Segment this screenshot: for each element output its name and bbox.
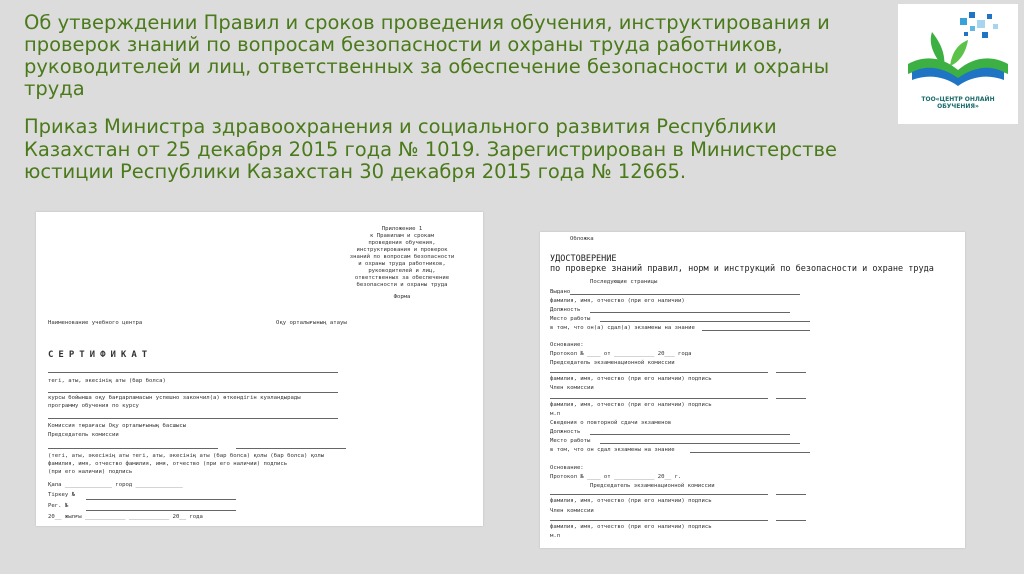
appendix-line: Приложение 1 (381, 226, 423, 232)
blank-line (48, 418, 338, 419)
doc-line: программу обучения по курсу (48, 403, 139, 409)
doc-line: м.п (550, 411, 561, 417)
doc-line: Протокол № ____ от ____________ 20___ года (550, 351, 692, 357)
blank-line (776, 494, 806, 495)
doc-line: Сведения о повторной сдачи экзаменов (550, 420, 672, 426)
doc-line: Председатель экзаменационной комиссии (550, 360, 675, 366)
doc-line: Председатель комиссии (48, 432, 119, 438)
blank-line (48, 372, 338, 373)
id-card-title (550, 254, 934, 274)
blank-line (550, 520, 768, 521)
blank-line (776, 372, 806, 373)
blank-line (570, 294, 800, 295)
doc-line: тегі, аты, әкесінің аты (бар болса) (48, 378, 166, 384)
doc-line: (тегі, аты, әкесінің аты тегі, аты, әкесінің аты (бар болса) қолы (бар болса) қолы (48, 453, 325, 459)
appendix-line: инструктирования и проверок (356, 247, 448, 253)
doc-line: фамилия, имя, отчество (при его наличии) подпись (550, 524, 712, 530)
appendix-line: к Правилам и срокам (370, 233, 434, 239)
appendix-line: знаний по вопросам безопасности (349, 254, 455, 260)
doc-line: Председатель экзаменационной комиссии (590, 483, 715, 489)
blank-line (86, 510, 236, 511)
blank-line (48, 448, 218, 449)
blank-line (590, 312, 790, 313)
appendix-line: безопасности и охраны труда (356, 282, 448, 288)
certificate-title: СЕРТИФИКАТ (48, 350, 153, 360)
doc-line: фамилия, имя, отчество (при его наличии) подпись (550, 498, 712, 504)
doc-line: в том, что он(а) сдал(а) экзамены на знание (550, 325, 695, 331)
blank-line (48, 392, 338, 393)
id-card-document (540, 232, 965, 548)
doc-line: Должность (550, 307, 581, 313)
doc-line: Қала ______________ город ______________ (48, 482, 183, 488)
blank-line (600, 321, 810, 322)
doc-line: Основание: (550, 342, 584, 348)
blank-line (702, 330, 810, 331)
doc-line: Место работы (550, 316, 591, 322)
doc-line: Протокол № ____ от ____________ 20__ г. (550, 474, 682, 480)
blank-line (236, 448, 346, 449)
id-card-title-line2: по проверке знаний правил, норм и инструкций по безопасности и охране труда (550, 264, 934, 274)
doc-line: Выдано (550, 289, 571, 295)
form-label: Форма (393, 294, 411, 300)
blank-line (776, 398, 806, 399)
doc-line: Член комиссии (550, 385, 594, 391)
doc-line: курсы бойынша оқу бағдарламасын успешно закончил(а) өткендігін куәландырады (48, 395, 301, 401)
doc-line: Рег. № (48, 503, 69, 509)
next-pages-label: Последующие страницы (590, 279, 658, 285)
blank-line (550, 494, 768, 495)
logo (898, 4, 1018, 124)
doc-line: Место работы (550, 438, 591, 444)
doc-line: 20__ жылғы ____________ ____________ 20__ года (48, 514, 203, 520)
doc-line: м.п (550, 533, 561, 539)
slide-subtitle: Приказ Министра здравоохранения и социального развития Республики Казахстан от 25 декабря 2015 года № 1019. Зарегистрирован в Министерстве юстиции Республики Казахстан 30 декабря 2015 года № 12665. (24, 115, 838, 183)
org-name-kz: Оқу орталығының атауы (276, 320, 347, 326)
appendix-line: руководителей и лиц, (368, 268, 436, 274)
blank-line (590, 434, 790, 435)
doc-line: Тіркеу № (48, 492, 75, 498)
slide-title: Об утверждении Правил и сроков проведения обучения, инструктирования и проверок знаний по вопросам безопасности и охраны труда работников, руководителей и лиц, ответственных за обеспечение безопасности и охраны труда (24, 11, 830, 100)
doc-line: фамилия, имя, отчество (при его наличии) подпись (550, 402, 712, 408)
doc-line: фамилия, имя, отчество фамилия, имя, отчество (при его наличии) подпись (48, 461, 288, 467)
appendix-line: проведения обучения, (368, 240, 436, 246)
org-name-label: Наименование учебного центра (48, 320, 143, 326)
book-logo-icon (898, 4, 1018, 96)
certificate-document (36, 212, 483, 526)
appendix-line: и охраны труда работников, (358, 261, 446, 267)
blank-line (550, 398, 768, 399)
doc-line: Комиссия төрағасы Оқу орталығының басшысы (48, 423, 187, 429)
logo-caption: ТОО«ЦЕНТР ОНЛАЙН ОБУЧЕНИЯ» (921, 96, 995, 110)
blank-line (600, 443, 800, 444)
blank-line (86, 499, 236, 500)
blank-line (550, 372, 768, 373)
blank-line (776, 520, 806, 521)
doc-line: фамилия, имя, отчество (при его наличии) (550, 298, 685, 304)
cover-label: Обложка (570, 236, 594, 242)
doc-line: фамилия, имя, отчество (при его наличии) подпись (550, 376, 712, 382)
doc-line: Основание: (550, 465, 584, 471)
appendix-line: ответственных за обеспечение (354, 275, 450, 281)
doc-line: в том, что он сдал экзамены на знание (550, 447, 675, 453)
doc-line: Должность (550, 429, 581, 435)
doc-line: (при его наличии) подпись (48, 469, 133, 475)
id-card-title-line1: УДОСТОВЕРЕНИЕ (550, 254, 617, 264)
doc-line: Член комиссии (550, 508, 594, 514)
blank-line (690, 452, 810, 453)
